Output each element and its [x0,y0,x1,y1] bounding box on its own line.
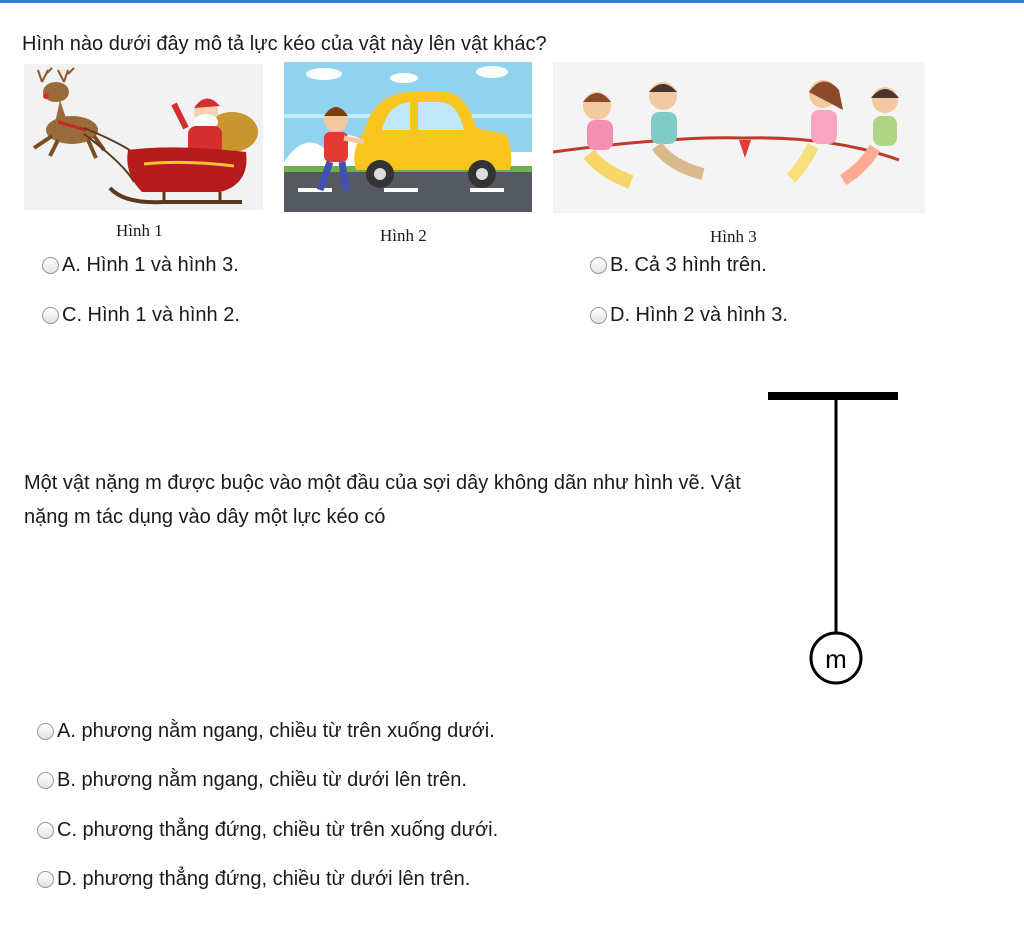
radio-button[interactable] [37,772,54,789]
figure-1-caption: Hình 1 [116,221,163,240]
question-1-text: Hình nào dưới đây mô tả lực kéo của vật này lên vật khác? [22,33,547,55]
figure-1-santa-sleigh [24,64,263,210]
question-2-option-d[interactable] [37,868,470,891]
option-label: A. Hình 1 và hình 3. [62,254,239,276]
radio-button[interactable] [42,307,59,324]
question-2-option-c[interactable] [37,819,498,842]
option-label: B. phương nằm ngang, chiều từ dưới lên trên. [57,769,467,791]
option-label: D. phương thẳng đứng, chiều từ dưới lên trên. [57,868,471,890]
option-label: A. phương nằm ngang, chiều từ trên xuống dưới. [57,720,495,742]
question-1-option-c[interactable] [42,304,240,327]
question-2-option-a[interactable] [37,720,495,743]
mass-label: m [825,644,847,674]
radio-button[interactable] [42,257,59,274]
pendulum-diagram [760,385,905,695]
question-1-option-d[interactable] [590,304,788,327]
radio-button[interactable] [37,723,54,740]
figure-2-boy-pushing-car [284,62,532,212]
figure-2-caption: Hình 2 [380,226,427,245]
question-2-text: Một vật nặng m được buộc vào một đầu của sợi dây không dãn như hình vẽ. Vật nặng m tác dụng vào dây một lực kéo có [24,472,741,528]
boy-pushing-car-icon [284,62,532,212]
tug-of-war-icon [553,62,925,213]
figure-3-tug-of-war [553,62,925,213]
radio-button[interactable] [37,822,54,839]
radio-button[interactable] [590,307,607,324]
question-1-option-a[interactable] [42,254,239,277]
option-label: B. Cả 3 hình trên. [610,254,767,276]
top-accent-line [0,0,1024,3]
santa-sleigh-reindeer-icon [24,64,263,210]
figure-3-caption: Hình 3 [710,227,757,246]
option-label: C. Hình 1 và hình 2. [62,304,240,326]
question-1-option-b[interactable] [590,254,767,277]
ceiling-bar [768,392,898,400]
option-label: D. Hình 2 và hình 3. [610,304,788,326]
option-label: C. phương thẳng đứng, chiều từ trên xuống dưới. [57,819,499,841]
question-2-option-b[interactable] [37,769,467,792]
radio-button[interactable] [37,871,54,888]
radio-button[interactable] [590,257,607,274]
